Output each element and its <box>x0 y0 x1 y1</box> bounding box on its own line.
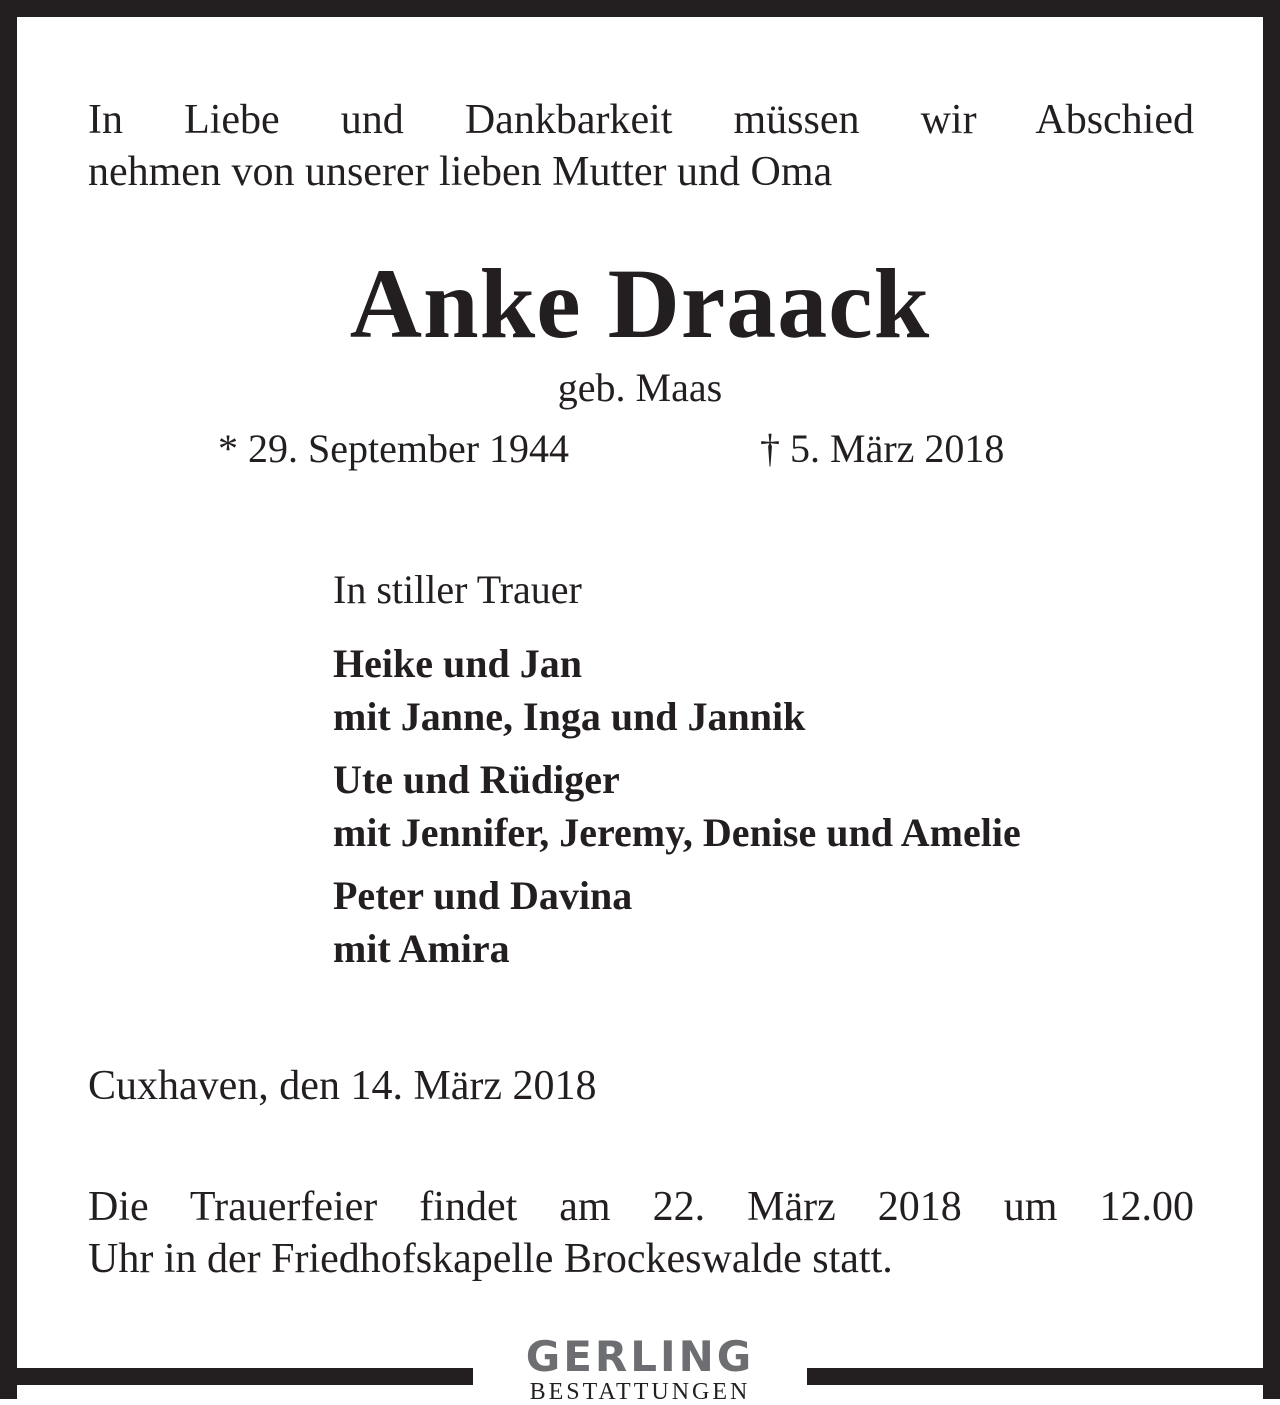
mourner-children: mit Amira <box>333 926 510 971</box>
funeral-home-logo <box>473 1332 807 1405</box>
deceased-name: Anke Draack <box>349 248 931 359</box>
mourners-list <box>333 637 1021 985</box>
logo-wordmark: GERLING <box>525 1332 755 1381</box>
frame-border-left <box>0 0 17 1399</box>
frame-border-right <box>1263 0 1280 1399</box>
mourner-names: Heike und Jan <box>333 641 582 686</box>
death-date: † 5. März 2018 <box>760 426 1005 471</box>
service-line-1: Die Trauerfeier findet am 22. März 2018 um 12.00 <box>88 1184 1194 1230</box>
intro-line-2: nehmen von unserer lieben Mutter und Oma <box>88 149 833 195</box>
maiden-name: geb. Maas <box>557 365 723 410</box>
logo-subtitle: BESTATTUNGEN <box>529 1379 751 1405</box>
mourner-names: Peter und Davina <box>333 873 633 918</box>
mourning-heading: In stiller Trauer <box>333 567 582 612</box>
mourner-group <box>333 637 1021 743</box>
place-date: Cuxhaven, den 14. März 2018 <box>88 1063 597 1109</box>
frame-border-top <box>0 0 1280 17</box>
mourner-names: Ute und Rüdiger <box>333 757 620 802</box>
intro-line-1: In Liebe und Dankbarkeit müssen wir Abschied <box>88 97 1194 143</box>
mourner-children: mit Janne, Inga und Jannik <box>333 694 806 739</box>
birth-date: * 29. September 1944 <box>218 426 570 471</box>
frame-border-bottom-right <box>807 1368 1280 1385</box>
frame-border-bottom-left <box>0 1368 473 1385</box>
mourner-group <box>333 753 1021 859</box>
mourner-children: mit Jennifer, Jeremy, Denise und Amelie <box>333 810 1021 855</box>
mourner-group <box>333 869 1021 975</box>
service-line-2: Uhr in der Friedhofskapelle Brockeswalde statt. <box>88 1236 893 1282</box>
service-info <box>88 1181 1194 1285</box>
intro-text <box>88 94 1194 198</box>
